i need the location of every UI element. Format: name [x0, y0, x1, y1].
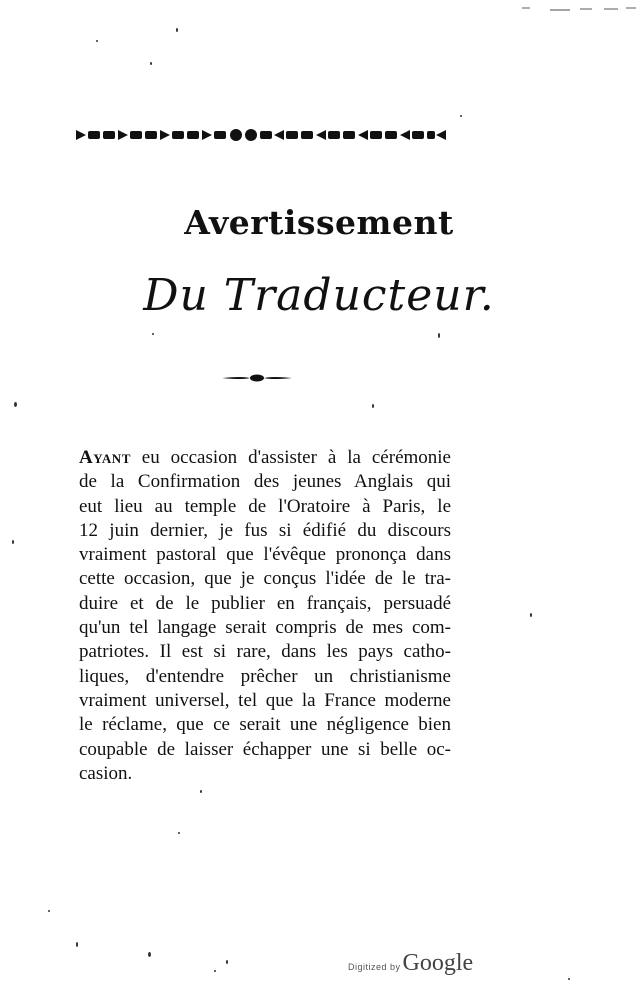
paragraph-line: coupable de laisser échapper une si belle oc-: [79, 738, 451, 760]
scan-speck: [76, 942, 78, 947]
scan-speck: [96, 40, 98, 42]
scan-speck: [460, 115, 462, 117]
body-paragraph: [79, 446, 451, 786]
scan-speck: [148, 952, 151, 957]
scan-speck: [226, 960, 228, 964]
ornamental-border: [76, 126, 446, 144]
paragraph-line: qu'un tel langage serait compris de mes com-: [79, 617, 451, 639]
scan-speck: [12, 540, 14, 544]
digitized-by-text: Digitized by: [348, 962, 401, 972]
paragraph-line: casion.: [79, 762, 133, 784]
paragraph-line: de la Confirmation des jeunes Anglais qui: [79, 471, 451, 493]
paragraph-line: cette occasion, que je conçus l'idée de le tra-: [79, 568, 451, 590]
google-watermark: [348, 950, 473, 977]
paragraph-line: liques, d'entendre prêcher un christianisme: [79, 665, 451, 687]
scan-speck: [568, 978, 570, 980]
scan-speck: [438, 333, 440, 338]
paragraph-line: vraiment pastoral que l'évêque prononça dans: [79, 544, 451, 566]
ornamental-rule: [222, 372, 292, 384]
scan-speck: [152, 333, 154, 335]
scan-speck: [14, 402, 17, 407]
paragraph-line: vraiment universel, tel que la France moderne: [79, 689, 451, 711]
page-heading: Avertissement: [184, 203, 454, 242]
scan-edge-marks: [520, 0, 638, 14]
scan-speck: [214, 970, 216, 972]
scan-speck: [372, 404, 374, 408]
paragraph-line: duire et de le publier en français, persuadé: [79, 592, 451, 614]
scan-speck: [176, 28, 178, 32]
paragraph-line: patriotes. Il est si rare, dans les pays catho-: [79, 641, 451, 663]
scan-speck: [178, 832, 180, 834]
drop-word: Ayant: [79, 447, 131, 468]
paragraph-line: Ayant eu occasion d'assister à la cérémonie: [79, 447, 451, 468]
page-subheading: Du Traducteur.: [143, 270, 495, 321]
paragraph-line: le réclame, que ce serait une négligence bien: [79, 714, 451, 736]
scan-speck: [530, 613, 532, 617]
google-logo-text: Google: [402, 950, 474, 976]
scan-speck: [150, 62, 152, 65]
paragraph-line: 12 juin dernier, je fus si édifié du discours: [79, 519, 451, 541]
paragraph-line: eut lieu au temple de l'Oratoire à Paris, le: [79, 495, 451, 517]
scan-speck: [48, 910, 50, 912]
scan-speck: [200, 790, 202, 793]
